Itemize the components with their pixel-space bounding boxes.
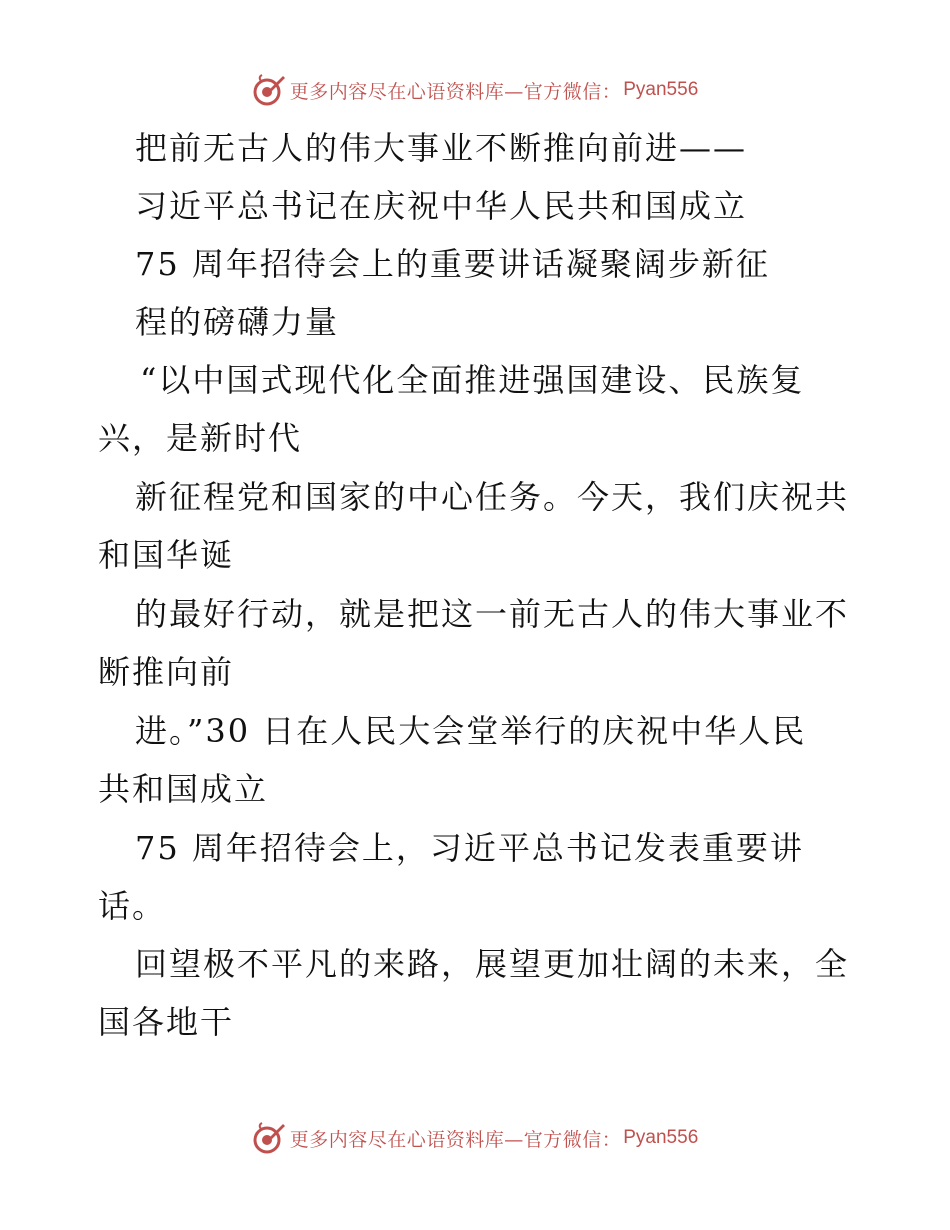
title-line: 75 周年招待会上的重要讲话凝聚阔步新征 — [135, 245, 770, 283]
title-line: 程的磅礴力量 — [135, 303, 340, 341]
footer-watermark — [0, 1118, 950, 1158]
pen-logo-icon — [252, 1121, 286, 1155]
paragraph-line: 回望极不平凡的来路，展望更加壮阔的未来，全 — [135, 945, 850, 983]
paragraph-line: 75 周年招待会上，习近平总书记发表重要讲 — [135, 829, 804, 867]
title-line: 习近平总书记在庆祝中华人民共和国成立 — [135, 187, 748, 225]
paragraph-line: “以中国式现代化全面推进强国建设、民族复 — [140, 361, 805, 399]
paragraph-line: 话。 — [98, 887, 167, 925]
paragraph-line: 和国华诞 — [98, 536, 235, 574]
watermark-wechat-id: Pyan556 — [623, 79, 699, 100]
paragraph-line: 共和国成立 — [98, 770, 269, 808]
paragraph-line: 兴，是新时代 — [98, 419, 303, 457]
header-watermark — [0, 70, 950, 110]
title-line: 把前无古人的伟大事业不断推向前进—— — [135, 129, 748, 167]
paragraph-line: 的最好行动，就是把这一前无古人的伟大事业不 — [135, 595, 850, 633]
paragraph-line: 新征程党和国家的中心任务。今天，我们庆祝共 — [135, 478, 850, 516]
paragraph-line: 进。”30 日在人民大会堂举行的庆祝中华人民 — [135, 712, 807, 750]
watermark-text: 更多内容尽在心语资料库—官方微信： — [289, 1128, 622, 1151]
paragraph-line: 国各地干 — [98, 1003, 235, 1041]
watermark-wechat-id: Pyan556 — [623, 1127, 699, 1148]
watermark-text: 更多内容尽在心语资料库—官方微信： — [289, 80, 622, 103]
paragraph-line: 断推向前 — [98, 653, 235, 691]
pen-logo-icon — [252, 73, 286, 107]
